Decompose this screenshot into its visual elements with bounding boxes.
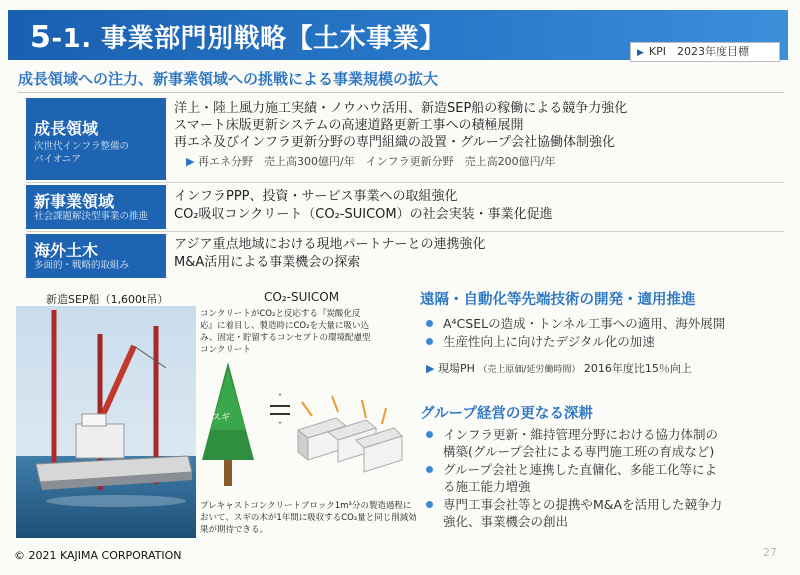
group-bullet-1: インフラ更新・維持管理分野における協力体制の xyxy=(426,426,718,443)
divider xyxy=(26,182,784,183)
suicom-illustration xyxy=(196,360,406,490)
new-business-sub: 社会課題解決型事業の推進 xyxy=(34,211,149,222)
suicom-footnote-3: 果が期待できる。 xyxy=(200,525,269,535)
growth-area-title: 成長領域 xyxy=(34,119,99,138)
sep-caption: 新造SEP船（1,600t吊） xyxy=(46,293,169,306)
triangle-icon: ▶ xyxy=(637,48,644,58)
remote-section-title: 遠隔・自動化等先端技術の開発・適用推進 xyxy=(420,292,696,308)
suicom-desc-3: み、固定・貯留するコンセプトの環境配慮型 xyxy=(200,333,371,343)
remote-bullet-2: 生産性向上に向けたデジタル化の加速 xyxy=(426,333,655,350)
new-business-label xyxy=(26,185,166,229)
overseas-label xyxy=(26,234,166,278)
suicom-desc-4: コンクリート xyxy=(200,345,251,355)
overseas-title: 海外土木 xyxy=(34,241,99,260)
triangle-icon: ▶ xyxy=(426,362,438,375)
copyright: © 2021 KAJIMA CORPORATION xyxy=(14,549,182,562)
overseas-line-1: アジア重点地域における現地パートナーとの連携強化 xyxy=(174,237,486,252)
tree-label: スギ xyxy=(212,413,231,423)
growth-area-sub2: パイオニア xyxy=(34,154,81,165)
svg-text:・: ・ xyxy=(275,419,285,429)
group-bullet-3-cont: 強化、事業機会の創出 xyxy=(443,514,569,529)
new-business-line-1: インフラPPP、投資・サービス事業への取組強化 xyxy=(174,189,458,204)
growth-line-3: 再エネ及びインフラ更新分野の専門組織の設置・グループ会社協働体制強化 xyxy=(174,135,615,150)
svg-text:・: ・ xyxy=(275,391,285,401)
suicom-desc-2: 応』に着目し、製造時にCO₂を大量に吸い込 xyxy=(200,321,370,331)
group-section-title: グループ経営の更なる深耕 xyxy=(420,406,593,422)
suicom-title: CO₂-SUICOM xyxy=(264,290,340,304)
co2-arrow-icon xyxy=(302,396,386,424)
bullet-icon xyxy=(426,501,433,508)
suicom-desc-1: コンクリートがCO₂と反応する『炭酸化反 xyxy=(200,309,361,319)
new-business-line-2: CO₂吸収コンクリート（CO₂-SUICOM）の社会実装・事業化促進 xyxy=(174,207,553,222)
growth-line-1: 洋上・陸上風力施工実績・ノウハウ活用、新造SEP船の稼働による競争力強化 xyxy=(174,101,628,116)
growth-line-2: スマート床版更新システムの高速道路更新工事への積極展開 xyxy=(174,118,524,133)
suicom-footnote-2: おいて、スギの木が1年間に吸収するCO₂量と同じ削減効 xyxy=(200,513,417,523)
sep-vessel-image xyxy=(16,306,196,538)
triangle-icon: ▶ xyxy=(186,155,198,168)
remote-bullet-1: A⁴CSELの造成・トンネル工事への適用、海外展開 xyxy=(426,315,725,332)
group-bullet-2: グループ会社と連携した直傭化、多能工化等によ xyxy=(426,461,717,478)
divider xyxy=(26,231,784,232)
group-bullet-3: 専門工事会社等との提携やM&Aを活用した競争力 xyxy=(426,496,722,513)
group-bullet-1-cont: 構築(グループ会社による専門施工班の育成など) xyxy=(443,444,715,459)
suicom-footnote-1: プレキャストコンクリートブロック1m³分の製造過程に xyxy=(200,501,412,511)
section-subtitle: 成長領域への注力、新事業領域への挑戦による事業規模の拡大 xyxy=(18,70,439,88)
overseas-line-2: M&A活用による事業機会の探索 xyxy=(174,255,361,270)
page-number: 27 xyxy=(763,546,777,559)
concrete-block-icon xyxy=(298,418,402,472)
new-business-title: 新事業領域 xyxy=(34,192,115,211)
remote-kpi: ▶ 現場PH （売上原価/延労働時間） 2016年度比15％向上 xyxy=(426,362,692,375)
bullet-icon xyxy=(426,431,433,438)
bullet-icon xyxy=(426,466,433,473)
growth-area-sub1: 次世代インフラ整備の xyxy=(34,141,130,152)
bullet-icon xyxy=(426,320,433,327)
growth-kpi: ▶ 再エネ分野 売上高300億円/年 インフラ更新分野 売上高200億円/年 xyxy=(186,155,556,168)
overseas-sub: 多面的・戦略的取組み xyxy=(34,260,130,271)
bullet-icon xyxy=(426,338,433,345)
group-bullet-2-cont: る施工能力増強 xyxy=(443,479,531,494)
page-title: 5-1. 事業部門別戦略【土木事業】 xyxy=(30,20,446,55)
growth-area-label xyxy=(26,98,166,180)
kpi-badge: ▶ KPI 2023年度目標 xyxy=(630,42,780,62)
divider xyxy=(18,92,784,93)
cedar-tree-icon xyxy=(202,362,254,486)
